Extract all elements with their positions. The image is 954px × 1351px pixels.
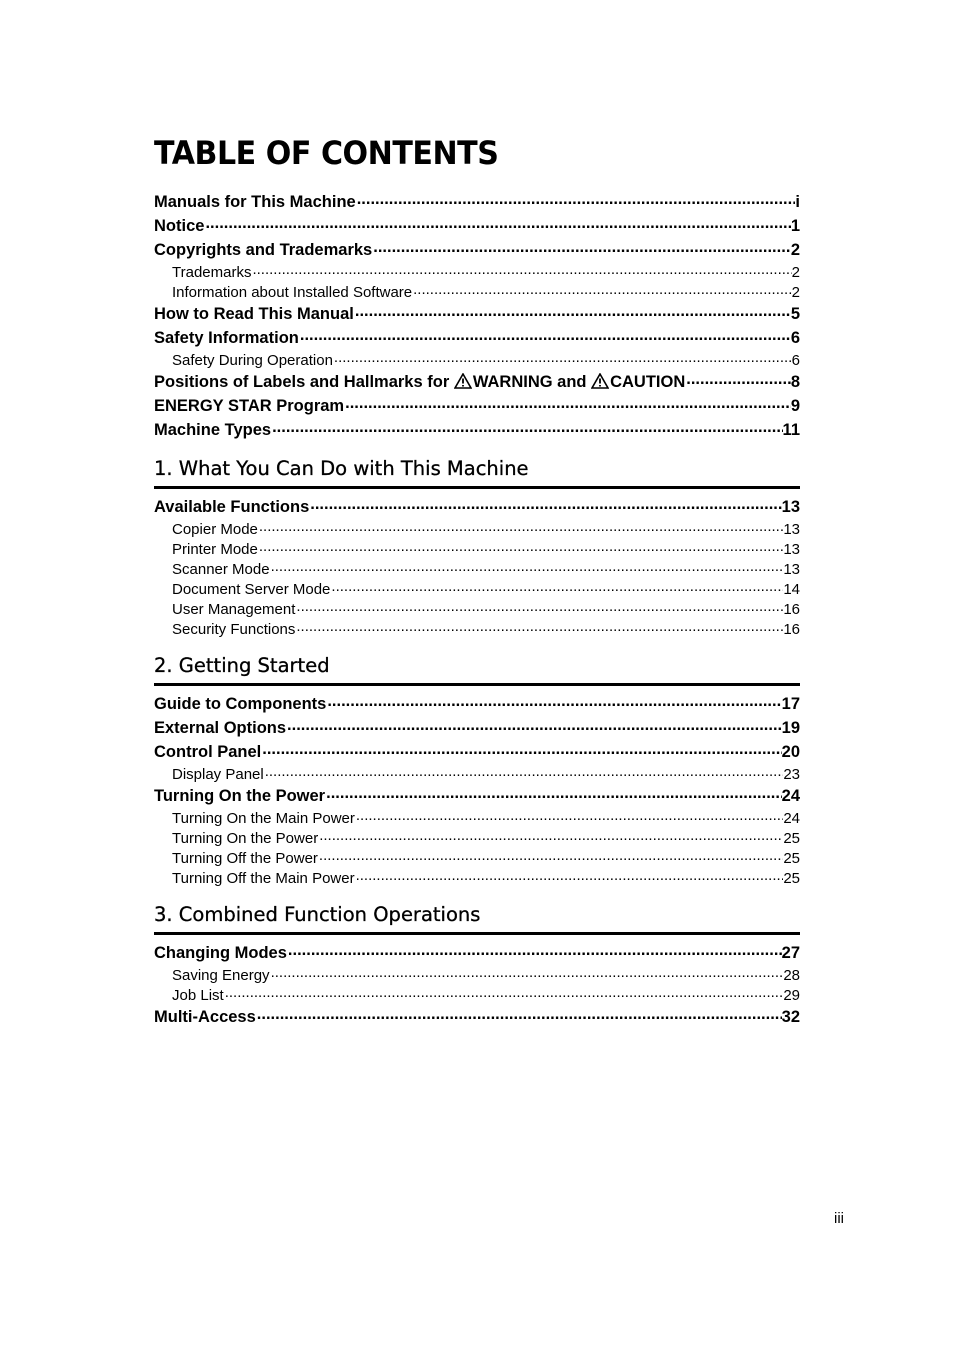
toc-page-number: 8 [790,373,800,391]
toc-entry-label: Available Functions [154,498,310,516]
toc-entry-label-part: CAUTION [610,373,686,391]
dot-leader [224,985,784,1000]
toc-entry-label: Security Functions [172,621,296,638]
chapter-heading[interactable]: 3. Combined Function Operations [154,903,800,935]
toc-entry-label: Information about Installed Software [172,284,413,301]
toc-subentry[interactable] [154,764,800,784]
toc-page-number: 5 [790,305,800,323]
toc-entry-label: Document Server Mode [172,581,331,598]
toc-page-number: 16 [783,601,800,618]
toc-entry-label-part: Positions of Labels and Hallmarks for [154,373,454,391]
toc-subentry[interactable] [154,579,800,599]
chapter-heading[interactable]: 1. What You Can Do with This Machine [154,457,800,489]
toc-subentry[interactable] [154,848,800,868]
toc-page-number: 14 [783,581,800,598]
dot-leader [204,215,790,232]
warning-triangle-icon [454,373,472,389]
toc-entry-label: Manuals for This Machine [154,193,356,211]
toc-page-number: 13 [783,561,800,578]
table-of-contents [154,190,800,1029]
toc-entry-label: Copier Mode [172,521,258,538]
toc-entry-label: Multi-Access [154,1008,256,1026]
toc-page-number: 25 [783,850,800,867]
toc-page-number: 16 [783,621,800,638]
toc-entry[interactable] [154,941,800,965]
dot-leader [356,191,796,208]
toc-entry-label: Safety Information [154,329,299,347]
chapter-heading[interactable]: 2. Getting Started [154,654,800,686]
toc-page-number: 11 [782,421,800,439]
dot-leader [251,262,791,277]
toc-page-number: 19 [781,719,800,737]
toc-entry[interactable] [154,418,800,442]
toc-entry-label: Printer Mode [172,541,258,558]
toc-page-number: 24 [783,810,800,827]
toc-page-number: 13 [783,541,800,558]
toc-subentry[interactable] [154,808,800,828]
toc-subentry[interactable] [154,559,800,579]
toc-entry[interactable] [154,784,800,808]
dot-leader [256,1006,782,1023]
toc-page-number: 29 [783,987,800,1004]
toc-entry-label: Control Panel [154,743,262,761]
toc-page-number: 28 [783,967,800,984]
dot-leader [354,303,791,320]
toc-page-number: 27 [781,944,800,962]
dot-leader [318,848,783,863]
toc-page-number: 17 [781,695,800,713]
toc-subentry[interactable] [154,539,800,559]
dot-leader [295,599,783,614]
dot-leader [270,559,784,574]
toc-entry-label: Job List [172,987,224,1004]
warning-triangle-icon [591,373,609,389]
toc-entry-label: Display Panel [172,766,264,783]
toc-entry-label: Turning Off the Power [172,850,318,867]
toc-entry-label: Turning Off the Main Power [172,870,355,887]
dot-leader [270,965,784,980]
toc-page-number: 2 [791,264,800,281]
toc-page-number: 1 [790,217,800,235]
toc-entry[interactable] [154,190,800,214]
toc-entry-label: Machine Types [154,421,272,439]
dot-leader [309,496,781,513]
toc-entry-label: User Management [172,601,296,618]
toc-subentry[interactable] [154,868,800,888]
dot-leader [258,519,783,534]
dot-leader [295,619,783,634]
toc-page-number: 25 [783,830,800,847]
dot-leader [412,282,792,297]
toc-subentry[interactable] [154,282,800,302]
toc-page-number: 13 [783,521,800,538]
toc-page-number: 20 [781,743,800,761]
dot-leader [344,395,791,412]
toc-entry-label: ENERGY STAR Program [154,397,345,415]
toc-subentry[interactable] [154,965,800,985]
toc-entry-label [154,370,685,394]
toc-subentry[interactable] [154,828,800,848]
toc-subentry[interactable] [154,519,800,539]
toc-entry-label: Trademarks [172,264,252,281]
page-number: iii [834,1210,844,1227]
toc-page-number: 25 [783,870,800,887]
dot-leader [325,785,782,802]
toc-entry[interactable] [154,716,800,740]
toc-entry-label: Copyrights and Trademarks [154,241,373,259]
toc-subentry[interactable] [154,985,800,1005]
toc-page-number: i [795,193,800,211]
toc-entry-label: Turning On the Power [154,787,326,805]
toc-entry[interactable] [154,302,800,326]
toc-entry-label: Notice [154,217,205,235]
toc-entry-label: Guide to Components [154,695,327,713]
toc-page-number: 6 [791,352,800,369]
page-title: TABLE OF CONTENTS [154,134,499,172]
dot-leader [355,868,784,883]
dot-leader [287,942,782,959]
toc-entry-label: Saving Energy [172,967,270,984]
dot-leader [264,764,784,779]
toc-entry[interactable] [154,214,800,238]
toc-entry[interactable] [154,394,800,418]
toc-entry-label: Turning On the Main Power [172,810,355,827]
toc-page-number: 6 [790,329,800,347]
dot-leader [355,808,783,823]
toc-page-number: 23 [783,766,800,783]
toc-entry-label-part: WARNING and [472,373,592,391]
toc-entry[interactable] [154,495,800,519]
toc-page-number: 9 [790,397,800,415]
toc-entry-label: How to Read This Manual [154,305,354,323]
toc-entry-label: Scanner Mode [172,561,270,578]
dot-leader [318,828,783,843]
toc-entry-label: External Options [154,719,287,737]
toc-subentry[interactable] [154,262,800,282]
toc-subentry[interactable] [154,350,800,370]
dot-leader [372,239,791,256]
dot-leader [333,350,792,365]
toc-entry[interactable] [154,1005,800,1029]
dot-leader [326,693,781,710]
toc-entry[interactable] [154,326,800,350]
toc-entry[interactable] [154,370,800,394]
toc-page-number: 24 [781,787,800,805]
toc-page-number: 2 [790,241,800,259]
toc-subentry[interactable] [154,619,800,639]
dot-leader [299,327,791,344]
toc-page-number: 32 [781,1008,800,1026]
toc-page-number: 2 [791,284,800,301]
dot-leader [258,539,783,554]
dot-leader [330,579,783,594]
dot-leader [286,717,782,734]
dot-leader [271,419,782,436]
toc-entry-label: Safety During Operation [172,352,333,369]
dot-leader [261,741,781,758]
toc-entry-label: Turning On the Power [172,830,319,847]
toc-page-number: 13 [781,498,800,516]
toc-entry-label: Changing Modes [154,944,287,962]
dot-leader [685,371,791,388]
toc-entry[interactable] [154,238,800,262]
toc-entry[interactable] [154,740,800,764]
toc-subentry[interactable] [154,599,800,619]
toc-entry[interactable] [154,692,800,716]
